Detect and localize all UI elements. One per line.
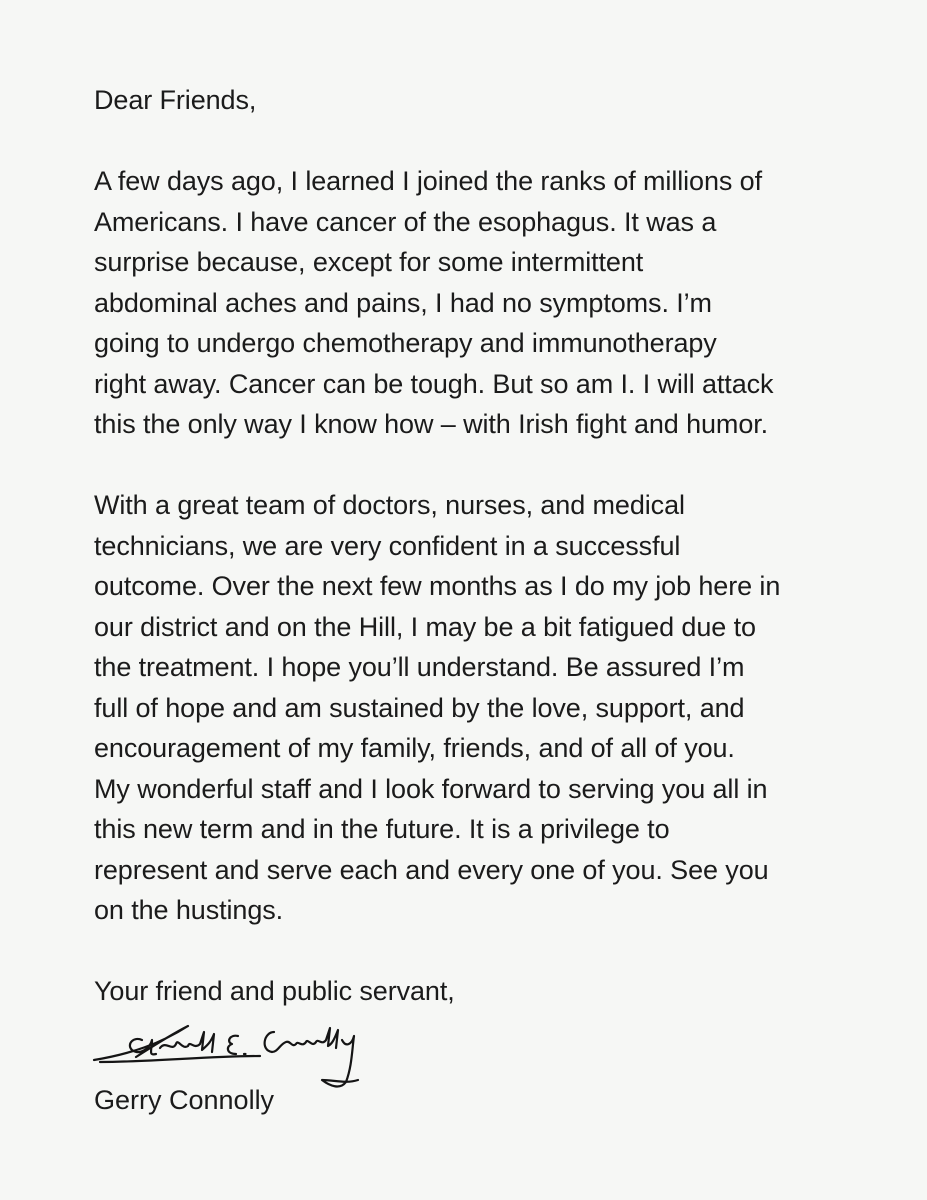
paragraph-line: abdominal aches and pains, I had no symptoms. I’m — [94, 287, 712, 318]
paragraph-line: A few days ago, I learned I joined the ranks of millions of — [94, 166, 762, 196]
paragraph-spacer — [94, 445, 874, 486]
paragraph-line: With a great team of doctors, nurses, and medical — [94, 490, 685, 520]
paragraph-line: on the hustings. — [94, 895, 284, 925]
paragraph-line: encouragement of my family, friends, and of all of you. — [94, 733, 735, 763]
paragraph-line: represent and serve each and every one of you. See you — [94, 854, 769, 885]
paragraph-1 — [94, 161, 874, 445]
paragraph-line: going to undergo chemotherapy and immunotherapy — [94, 328, 717, 358]
paragraph-line: this the only way I know how – with Irish fight and humor. — [94, 409, 769, 439]
paragraph-line: Americans. I have cancer of the esophagus. It was a — [94, 206, 717, 237]
paragraph-line: surprise because, except for some intermittent — [94, 247, 644, 277]
closing: Your friend and public servant, — [94, 976, 455, 1006]
paragraph-line: the treatment. I hope you’ll understand. Be assured I’m — [94, 652, 745, 682]
paragraph-line: outcome. Over the next few months as I do my job here in — [94, 571, 781, 601]
paragraph-line: full of hope and am sustained by the love, support, and — [94, 692, 745, 723]
paragraph-line: My wonderful staff and I look forward to serving you all in — [94, 773, 768, 804]
paragraph-line: our district and on the Hill, I may be a bit fatigued due to — [94, 611, 756, 642]
paragraph-line: this new term and in the future. It is a privilege to — [94, 814, 670, 844]
salutation: Dear Friends, — [94, 85, 257, 115]
paragraph-spacer — [94, 121, 874, 162]
paragraph-2 — [94, 485, 874, 931]
letter-body — [94, 80, 874, 1012]
signer-name: Gerry Connolly — [94, 1085, 275, 1115]
paragraph-spacer — [94, 931, 874, 972]
paragraph-line: right away. Cancer can be tough. But so am I. I will attack — [94, 368, 774, 399]
paragraph-line: technicians, we are very confident in a successful — [94, 530, 681, 561]
